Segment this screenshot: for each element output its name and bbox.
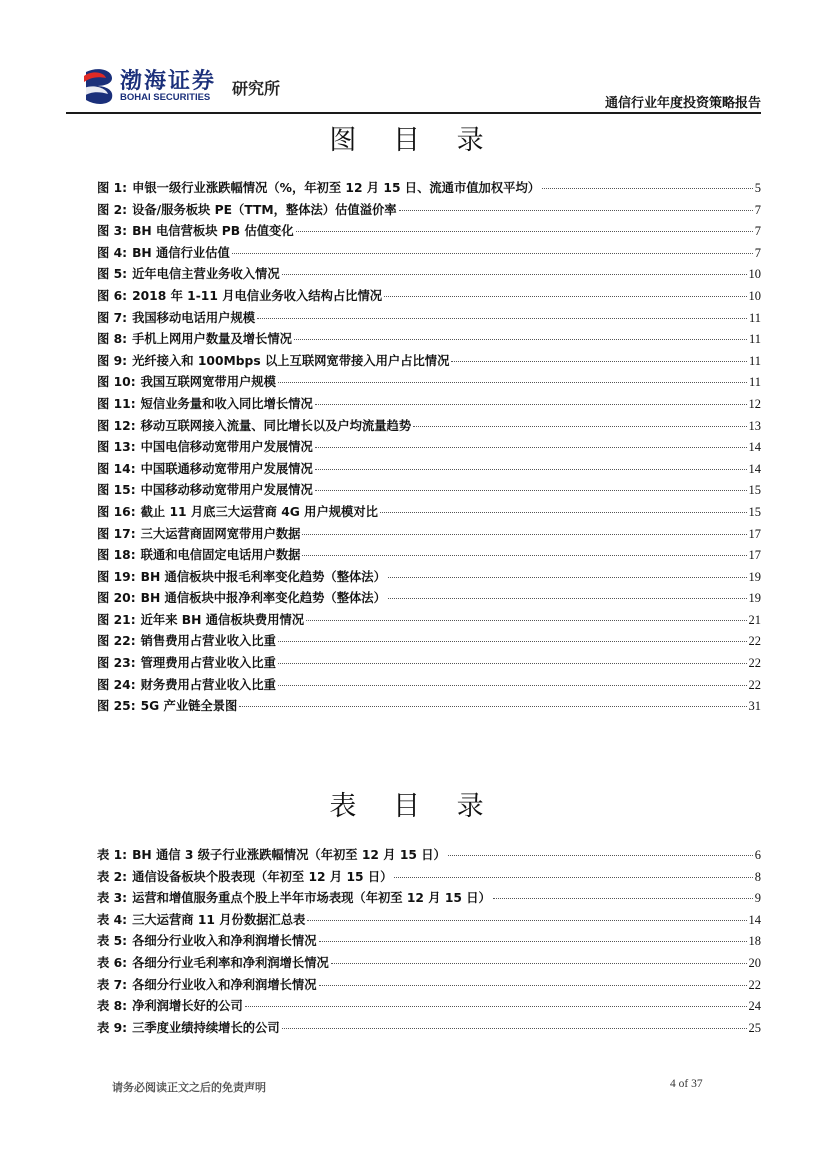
figure-title: 手机上网用户数量及增长情况 xyxy=(132,332,292,347)
dot-leader xyxy=(245,1006,747,1007)
page-ref: 8 xyxy=(754,869,761,884)
figure-title: BH 电信营板块 PB 估值变化 xyxy=(132,224,294,239)
dot-leader xyxy=(319,985,747,986)
figure-title: 中国移动移动宽带用户发展情况 xyxy=(140,483,313,498)
figure-title: BH 通信板块中报净利率变化趋势（整体法） xyxy=(140,591,386,606)
figure-entry[interactable] xyxy=(97,653,761,675)
figure-number: 图 10: xyxy=(97,375,136,390)
header-divider xyxy=(66,112,761,114)
table-number: 表 9: xyxy=(97,1020,128,1035)
dot-leader xyxy=(296,231,753,232)
dot-leader xyxy=(315,447,747,448)
table-entry[interactable] xyxy=(97,910,761,932)
figure-title: 设备/服务板块 PE（TTM，整体法）估值溢价率 xyxy=(132,202,397,217)
page-ref: 5 xyxy=(754,181,761,195)
table-entry[interactable] xyxy=(97,888,761,910)
table-number: 表 3: xyxy=(97,891,128,906)
figure-number: 图 19: xyxy=(97,569,136,584)
figure-list xyxy=(97,178,761,718)
figure-number: 图 25: xyxy=(97,699,136,714)
figure-entry[interactable] xyxy=(97,394,761,416)
figure-title: 近年来 BH 通信板块费用情况 xyxy=(140,612,305,627)
page-ref: 11 xyxy=(748,332,761,347)
figure-number: 图 11: xyxy=(97,396,136,411)
figure-title: 我国移动电话用户规模 xyxy=(132,310,256,325)
figure-title: 申银一级行业涨跌幅情况（%，年初至 12 月 15 日、流通市值加权平均） xyxy=(132,181,541,195)
table-entry[interactable] xyxy=(97,931,761,953)
page-ref: 18 xyxy=(748,934,761,949)
dot-leader xyxy=(493,898,753,899)
page-ref: 19 xyxy=(748,591,761,606)
figure-entry[interactable] xyxy=(97,286,761,308)
figure-number: 图 18: xyxy=(97,548,136,563)
dot-leader xyxy=(448,855,753,856)
page-ref: 10 xyxy=(748,288,761,303)
figure-title: 截止 11 月底三大运营商 4G 用户规模对比 xyxy=(140,504,378,519)
dot-leader xyxy=(319,941,747,942)
dot-leader xyxy=(394,877,752,878)
dot-leader xyxy=(307,920,746,921)
table-entry[interactable] xyxy=(97,845,761,867)
figure-title: 中国电信移动宽带用户发展情况 xyxy=(140,440,313,455)
figure-number: 图 2: xyxy=(97,202,128,217)
table-number: 表 1: xyxy=(97,848,128,862)
dot-leader xyxy=(302,555,746,556)
page-ref: 7 xyxy=(754,224,761,239)
figure-entry[interactable] xyxy=(97,610,761,632)
figure-number: 图 6: xyxy=(97,288,128,303)
figure-entry[interactable] xyxy=(97,200,761,222)
bohai-logo xyxy=(82,66,292,110)
page-ref: 11 xyxy=(748,375,761,390)
page-ref: 13 xyxy=(748,418,761,433)
figure-title: 短信业务量和收入同比增长情况 xyxy=(140,396,313,411)
figure-number: 图 7: xyxy=(97,310,128,325)
page-ref: 21 xyxy=(748,612,761,627)
footer-disclaimer: 请务必阅读正文之后的免责声明 xyxy=(112,1081,266,1094)
dot-leader xyxy=(331,963,747,964)
table-entry[interactable] xyxy=(97,953,761,975)
dot-leader xyxy=(278,641,747,642)
figure-number: 图 12: xyxy=(97,418,136,433)
page-ref: 9 xyxy=(754,891,761,906)
figure-number: 图 15: xyxy=(97,483,136,498)
page-ref: 14 xyxy=(748,912,761,927)
figure-entry[interactable] xyxy=(97,567,761,589)
figure-entry[interactable] xyxy=(97,178,761,200)
figure-title: 移动互联网接入流量、同比增长以及户均流量趋势 xyxy=(140,418,412,433)
page-ref: 11 xyxy=(748,353,761,368)
figure-entry[interactable] xyxy=(97,524,761,546)
figure-title: 我国互联网宽带用户规模 xyxy=(140,375,276,390)
figure-entry[interactable] xyxy=(97,329,761,351)
table-entry[interactable] xyxy=(97,867,761,889)
page-ref: 7 xyxy=(754,202,761,217)
table-list-title: 表 目 录 xyxy=(329,791,498,822)
figure-title: 三大运营商固网宽带用户数据 xyxy=(140,526,301,541)
page-ref: 14 xyxy=(748,461,761,476)
figure-title: 管理费用占营业收入比重 xyxy=(140,656,276,671)
figure-number: 图 13: xyxy=(97,440,136,455)
page-ref: 22 xyxy=(748,656,761,671)
table-entry[interactable] xyxy=(97,996,761,1018)
figure-title: BH 通信板块中报毛利率变化趋势（整体法） xyxy=(140,569,386,584)
figure-entry[interactable] xyxy=(97,243,761,265)
table-title: BH 通信 3 级子行业涨跌幅情况（年初至 12 月 15 日） xyxy=(132,848,446,862)
figure-title: 财务费用占营业收入比重 xyxy=(140,677,276,692)
figure-number: 图 14: xyxy=(97,461,136,476)
figure-entry[interactable] xyxy=(97,631,761,653)
figure-entry[interactable] xyxy=(97,264,761,286)
dot-leader xyxy=(388,598,747,599)
table-title: 通信设备板块个股表现（年初至 12 月 15 日） xyxy=(132,869,393,884)
figure-title: 中国联通移动宽带用户发展情况 xyxy=(140,461,313,476)
dot-leader xyxy=(232,253,753,254)
figure-list-title: 图 目 录 xyxy=(329,125,498,156)
figure-number: 图 5: xyxy=(97,267,128,282)
figure-entry[interactable] xyxy=(97,351,761,373)
figure-entry[interactable] xyxy=(97,480,761,502)
table-title: 三大运营商 11 月份数据汇总表 xyxy=(132,912,306,927)
figure-number: 图 23: xyxy=(97,656,136,671)
page-ref: 22 xyxy=(748,634,761,649)
page-ref: 7 xyxy=(754,245,761,260)
bohai-logo-icon xyxy=(82,66,116,106)
figure-number: 图 22: xyxy=(97,634,136,649)
table-number: 表 5: xyxy=(97,934,128,949)
figure-entry[interactable] xyxy=(97,372,761,394)
figure-title: 销售费用占营业收入比重 xyxy=(140,634,276,649)
page-ref: 24 xyxy=(748,999,761,1014)
page-ref: 20 xyxy=(748,955,761,970)
dot-leader xyxy=(302,534,746,535)
page-ref: 12 xyxy=(748,396,761,411)
table-number: 表 4: xyxy=(97,912,128,927)
table-number: 表 7: xyxy=(97,977,128,992)
page-ref: 14 xyxy=(748,440,761,455)
dot-leader xyxy=(399,210,753,211)
page-ref: 25 xyxy=(748,1020,761,1035)
dot-leader xyxy=(239,706,746,707)
table-number: 表 2: xyxy=(97,869,128,884)
institute-label: 研究所 xyxy=(232,79,281,98)
figure-number: 图 4: xyxy=(97,245,128,260)
figure-entry[interactable] xyxy=(97,308,761,330)
table-number: 表 6: xyxy=(97,955,128,970)
dot-leader xyxy=(294,339,747,340)
page-ref: 19 xyxy=(748,569,761,584)
figure-entry[interactable] xyxy=(97,416,761,438)
table-title: 运营和增值服务重点个股上半年市场表现（年初至 12 月 15 日） xyxy=(132,891,491,906)
dot-leader xyxy=(282,274,747,275)
dot-leader xyxy=(451,361,747,362)
figure-entry[interactable] xyxy=(97,545,761,567)
figure-title: 近年电信主营业务收入情况 xyxy=(132,267,280,282)
figure-title: 联通和电信固定电话用户数据 xyxy=(140,548,301,563)
table-title: 各细分行业毛利率和净利润增长情况 xyxy=(132,955,329,970)
dot-leader xyxy=(384,296,746,297)
figure-entry[interactable] xyxy=(97,675,761,697)
figure-number: 图 20: xyxy=(97,591,136,606)
figure-number: 图 24: xyxy=(97,677,136,692)
brand-name-cn: 渤海证券 xyxy=(120,69,217,94)
table-entry[interactable] xyxy=(97,975,761,997)
dot-leader xyxy=(315,469,747,470)
figure-number: 图 17: xyxy=(97,526,136,541)
figure-number: 图 21: xyxy=(97,612,136,627)
figure-title: 5G 产业链全景图 xyxy=(140,699,238,714)
table-title: 各细分行业收入和净利润增长情况 xyxy=(132,934,317,949)
figure-title: BH 通信行业估值 xyxy=(132,245,230,260)
dot-leader xyxy=(282,1028,747,1029)
dot-leader xyxy=(315,404,747,405)
page-ref: 15 xyxy=(748,483,761,498)
page-ref: 17 xyxy=(748,548,761,563)
dot-leader xyxy=(315,490,747,491)
page-ref: 10 xyxy=(748,267,761,282)
dot-leader xyxy=(257,318,747,319)
table-title: 三季度业绩持续增长的公司 xyxy=(132,1020,280,1035)
figure-entry[interactable] xyxy=(97,459,761,481)
figure-entry[interactable] xyxy=(97,696,761,718)
dot-leader xyxy=(278,382,747,383)
table-entry[interactable] xyxy=(97,1018,761,1040)
figure-number: 图 9: xyxy=(97,353,128,368)
dot-leader xyxy=(388,577,747,578)
page-ref: 6 xyxy=(754,848,761,862)
table-list xyxy=(97,845,761,1039)
report-title: 通信行业年度投资策略报告 xyxy=(604,96,761,111)
brand-name-en: BOHAI SECURITIES xyxy=(120,92,211,103)
dot-leader xyxy=(278,685,747,686)
figure-entry[interactable] xyxy=(97,502,761,524)
table-title: 净利润增长好的公司 xyxy=(132,999,243,1014)
figure-entry[interactable] xyxy=(97,221,761,243)
figure-number: 图 1: xyxy=(97,181,128,195)
figure-number: 图 16: xyxy=(97,504,136,519)
page-number: 4 of 37 xyxy=(670,1078,703,1090)
figure-entry[interactable] xyxy=(97,437,761,459)
page-ref: 31 xyxy=(748,699,761,714)
page-ref: 22 xyxy=(748,677,761,692)
dot-leader xyxy=(306,620,746,621)
table-number: 表 8: xyxy=(97,999,128,1014)
page-ref: 17 xyxy=(748,526,761,541)
table-title: 各细分行业收入和净利润增长情况 xyxy=(132,977,317,992)
figure-entry[interactable] xyxy=(97,588,761,610)
dot-leader xyxy=(542,188,753,189)
figure-number: 图 8: xyxy=(97,332,128,347)
page-ref: 15 xyxy=(748,504,761,519)
dot-leader xyxy=(413,426,746,427)
page-header xyxy=(0,0,827,120)
figure-title: 光纤接入和 100Mbps 以上互联网宽带接入用户占比情况 xyxy=(132,353,450,368)
page-ref: 11 xyxy=(748,310,761,325)
dot-leader xyxy=(380,512,747,513)
figure-title: 2018 年 1-11 月电信业务收入结构占比情况 xyxy=(132,288,383,303)
figure-number: 图 3: xyxy=(97,224,128,239)
dot-leader xyxy=(278,663,747,664)
page-ref: 22 xyxy=(748,977,761,992)
